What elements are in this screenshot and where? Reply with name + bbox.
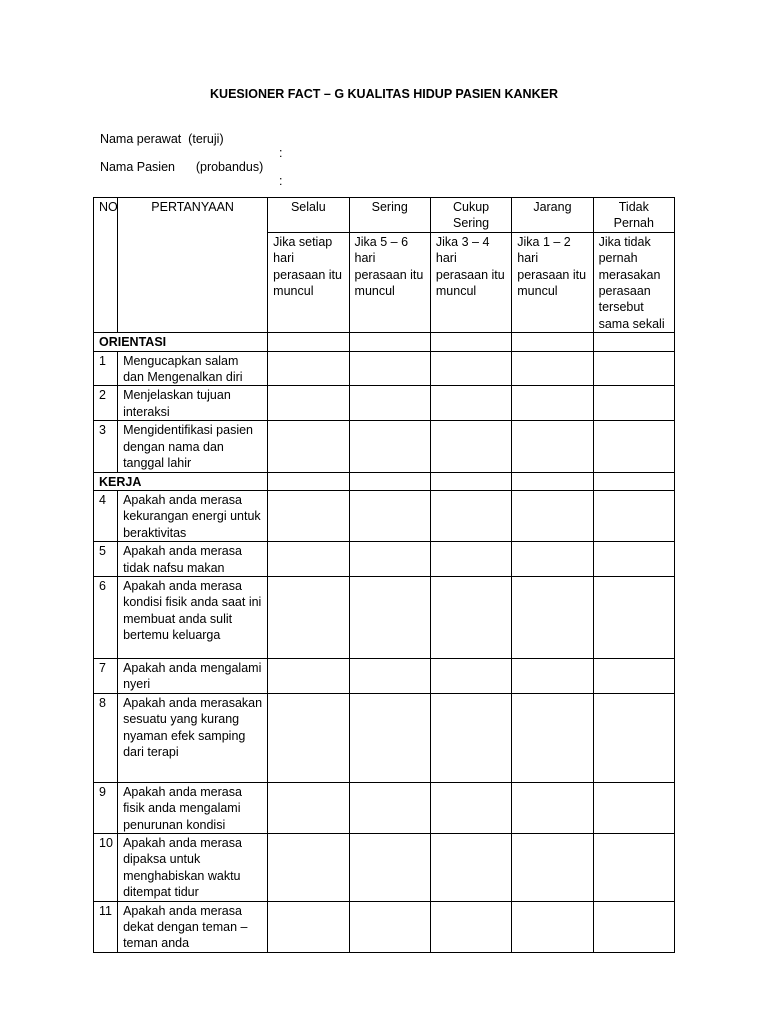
answer-cell[interactable] <box>430 333 511 351</box>
desc-jarang: Jika 1 – 2 hari perasaan itu muncul <box>512 232 593 332</box>
question-number: 11 <box>94 901 118 952</box>
answer-cell[interactable] <box>349 386 430 421</box>
answer-cell[interactable] <box>512 490 593 541</box>
answer-cell[interactable] <box>430 833 511 901</box>
answer-cell[interactable] <box>512 833 593 901</box>
answer-cell[interactable] <box>593 333 674 351</box>
question-row <box>94 782 675 833</box>
answer-cell[interactable] <box>512 351 593 386</box>
header-question: PERTANYAAN <box>118 198 268 333</box>
question-number: 3 <box>94 421 118 472</box>
question-text: Apakah anda merasa kondisi fisik anda saat ini membuat anda sulit bertemu keluarga <box>118 576 268 658</box>
answer-cell[interactable] <box>349 351 430 386</box>
answer-cell[interactable] <box>512 782 593 833</box>
answer-cell[interactable] <box>593 782 674 833</box>
answer-cell[interactable] <box>593 693 674 782</box>
answer-cell[interactable] <box>512 421 593 472</box>
desc-selalu: Jika setiap hari perasaan itu muncul <box>268 232 349 332</box>
answer-cell[interactable] <box>593 351 674 386</box>
answer-cell[interactable] <box>512 693 593 782</box>
answer-cell[interactable] <box>512 472 593 490</box>
question-text: Apakah anda merasa kekurangan energi untuk beraktivitas <box>118 490 268 541</box>
question-row <box>94 576 675 658</box>
section-title: KERJA <box>94 472 268 490</box>
header-selalu: Selalu <box>268 198 349 233</box>
answer-cell[interactable] <box>349 490 430 541</box>
answer-cell[interactable] <box>349 901 430 952</box>
answer-cell[interactable] <box>349 693 430 782</box>
question-text: Menjelaskan tujuan interaksi <box>118 386 268 421</box>
question-number: 7 <box>94 658 118 693</box>
answer-cell[interactable] <box>430 542 511 577</box>
question-text: Apakah anda merasa dekat dengan teman – teman anda <box>118 901 268 952</box>
question-text: Apakah anda merasa tidak nafsu makan <box>118 542 268 577</box>
answer-cell[interactable] <box>512 386 593 421</box>
answer-cell[interactable] <box>268 658 349 693</box>
answer-cell[interactable] <box>268 542 349 577</box>
question-number: 5 <box>94 542 118 577</box>
desc-tidak-pernah: Jika tidak pernah merasakan perasaan tersebut sama sekali <box>593 232 674 332</box>
answer-cell[interactable] <box>593 542 674 577</box>
section-row <box>94 333 675 351</box>
question-number: 8 <box>94 693 118 782</box>
section-row <box>94 472 675 490</box>
question-number: 9 <box>94 782 118 833</box>
answer-cell[interactable] <box>512 901 593 952</box>
question-number: 6 <box>94 576 118 658</box>
patient-name-field <box>93 146 283 188</box>
answer-cell[interactable] <box>349 782 430 833</box>
question-row <box>94 490 675 541</box>
question-text: Mengucapkan salam dan Mengenalkan diri <box>118 351 268 386</box>
patient-name-colon: : <box>279 174 283 188</box>
answer-cell[interactable] <box>593 472 674 490</box>
answer-cell[interactable] <box>593 421 674 472</box>
question-row <box>94 421 675 472</box>
header-jarang: Jarang <box>512 198 593 233</box>
answer-cell[interactable] <box>349 333 430 351</box>
answer-cell[interactable] <box>430 576 511 658</box>
question-text: Mengidentifikasi pasien dengan nama dan tanggal lahir <box>118 421 268 472</box>
answer-cell[interactable] <box>430 693 511 782</box>
answer-cell[interactable] <box>268 472 349 490</box>
answer-cell[interactable] <box>430 901 511 952</box>
question-number: 2 <box>94 386 118 421</box>
answer-cell[interactable] <box>268 351 349 386</box>
question-text: Apakah anda merasakan sesuatu yang kurang nyaman efek samping dari terapi <box>118 693 268 782</box>
answer-cell[interactable] <box>593 901 674 952</box>
answer-cell[interactable] <box>268 576 349 658</box>
question-text: Apakah anda merasa fisik anda mengalami penurunan kondisi <box>118 782 268 833</box>
question-number: 4 <box>94 490 118 541</box>
header-no: NO <box>94 198 118 333</box>
questionnaire-table <box>93 197 675 953</box>
answer-cell[interactable] <box>349 421 430 472</box>
answer-cell[interactable] <box>430 472 511 490</box>
answer-cell[interactable] <box>349 576 430 658</box>
answer-cell[interactable] <box>430 490 511 541</box>
question-row <box>94 901 675 952</box>
question-text: Apakah anda mengalami nyeri <box>118 658 268 693</box>
question-text: Apakah anda merasa dipaksa untuk menghabiskan waktu ditempat tidur <box>118 833 268 901</box>
header-row <box>94 198 675 233</box>
question-row <box>94 693 675 782</box>
answer-cell[interactable] <box>512 333 593 351</box>
answer-cell[interactable] <box>349 472 430 490</box>
answer-cell[interactable] <box>268 333 349 351</box>
answer-cell[interactable] <box>268 386 349 421</box>
answer-cell[interactable] <box>512 658 593 693</box>
nurse-name-colon: : <box>279 146 283 160</box>
answer-cell[interactable] <box>430 386 511 421</box>
answer-cell[interactable] <box>268 490 349 541</box>
nurse-name-label: Nama perawat (teruji) <box>99 132 224 146</box>
document-title: KUESIONER FACT – G KUALITAS HIDUP PASIEN KANKER <box>210 87 558 101</box>
answer-cell[interactable] <box>593 658 674 693</box>
answer-cell[interactable] <box>512 542 593 577</box>
answer-cell[interactable] <box>593 490 674 541</box>
answer-cell[interactable] <box>349 542 430 577</box>
answer-cell[interactable] <box>268 782 349 833</box>
question-row <box>94 542 675 577</box>
answer-cell[interactable] <box>268 833 349 901</box>
answer-cell[interactable] <box>593 386 674 421</box>
header-cukup-sering: Cukup Sering <box>430 198 511 233</box>
answer-cell[interactable] <box>593 576 674 658</box>
answer-cell[interactable] <box>268 693 349 782</box>
answer-cell[interactable] <box>593 833 674 901</box>
section-title: ORIENTASI <box>94 333 268 351</box>
question-number: 10 <box>94 833 118 901</box>
question-row <box>94 658 675 693</box>
answer-cell[interactable] <box>268 901 349 952</box>
desc-sering: Jika 5 – 6 hari perasaan itu muncul <box>349 232 430 332</box>
question-row <box>94 351 675 386</box>
answer-cell[interactable] <box>349 833 430 901</box>
answer-cell[interactable] <box>349 658 430 693</box>
header-tidak-pernah: Tidak Pernah <box>593 198 674 233</box>
answer-cell[interactable] <box>430 421 511 472</box>
question-row <box>94 833 675 901</box>
question-row <box>94 386 675 421</box>
desc-cukup-sering: Jika 3 – 4 hari perasaan itu muncul <box>430 232 511 332</box>
answer-cell[interactable] <box>430 658 511 693</box>
patient-name-label: Nama Pasien (probandus) <box>99 160 264 174</box>
answer-cell[interactable] <box>430 351 511 386</box>
question-number: 1 <box>94 351 118 386</box>
answer-cell[interactable] <box>430 782 511 833</box>
header-sering: Sering <box>349 198 430 233</box>
answer-cell[interactable] <box>268 421 349 472</box>
answer-cell[interactable] <box>512 576 593 658</box>
